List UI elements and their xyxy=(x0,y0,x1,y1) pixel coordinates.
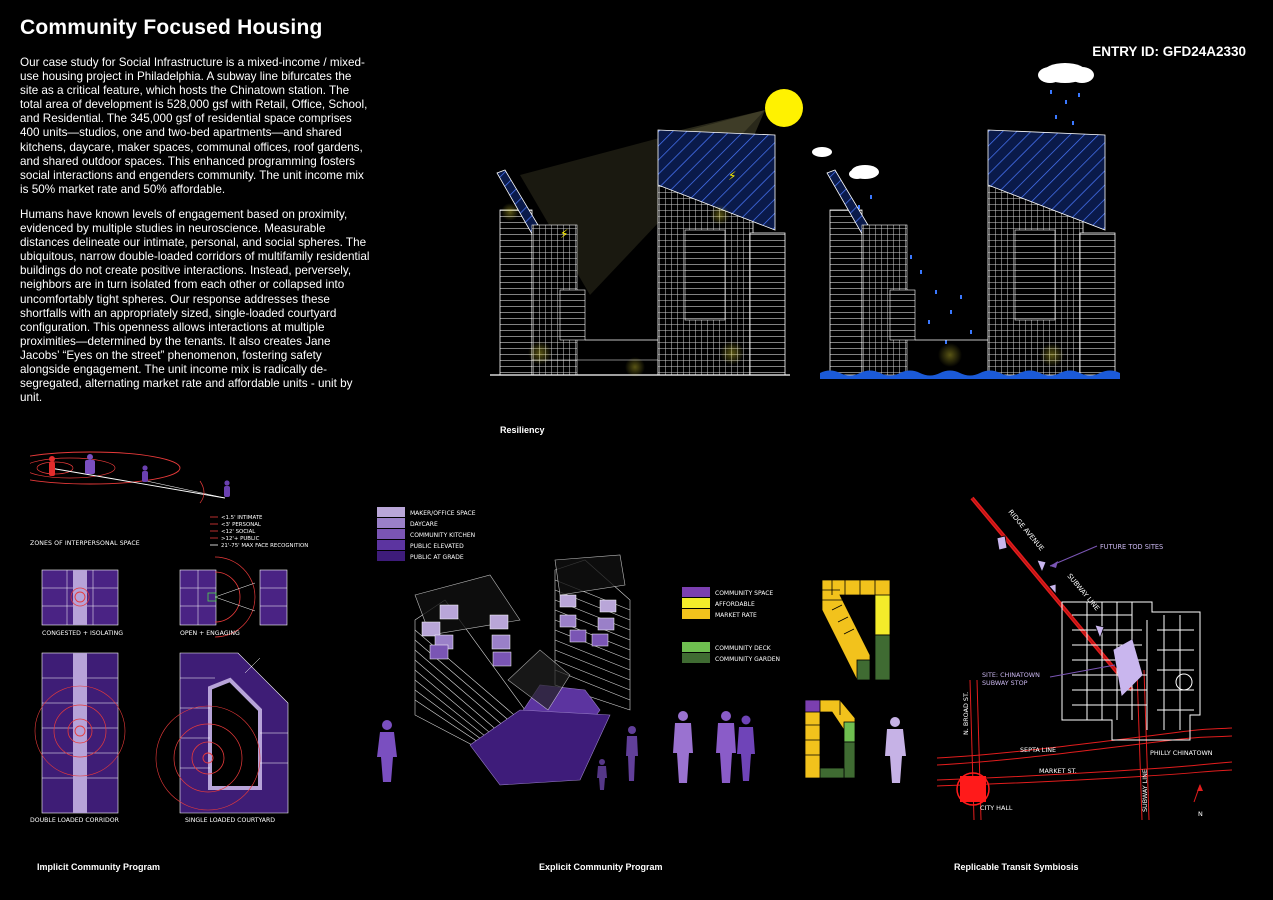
label-septa: SEPTA LINE xyxy=(1020,746,1057,754)
explicit-program-diagrams xyxy=(370,500,930,800)
axonometric-model xyxy=(415,555,630,785)
bolt-icon: ⚡ xyxy=(728,169,737,183)
zones-diagram xyxy=(30,452,230,503)
person-icon xyxy=(377,720,397,782)
person-icon xyxy=(885,717,906,783)
unit-legend-item: MARKET RATE xyxy=(715,612,757,619)
person-icon xyxy=(85,454,95,474)
unit-plan-lower xyxy=(805,700,855,778)
open-plan xyxy=(180,557,287,637)
unit-legend-item: COMMUNITY GARDEN xyxy=(715,656,780,663)
intro-paragraph-2: Humans have known levels of engagement based on proximity, evidenced by multiple studies in neuroscience. Measurable distances delineate our intimate, personal, and social spheres. The ubiquitous, narrow double-loaded corridors of multifamily residential buildings do not create positive interactions. Instead, perversely, neighbors are in turn isolated from each other or collapsed into uncomfortably tight spheres. Our response addresses these shortfalls with an appropriately sized, single-loaded courtyard configuration. This openness allows interactions at multiple proximities—determined by the tenants. It also creates Jane Jacobs’ “Eyes on the street” phenomenon, fostering safety alongside engagement. The unit income mix is radically de-segregated, alternating market rate and affordable units - unit by unit. xyxy=(20,208,370,405)
zones-legend-item: <1.5' INTIMATE xyxy=(221,515,263,521)
program-legend-item: PUBLIC ELEVATED xyxy=(410,543,464,550)
bolt-icon: ⚡ xyxy=(560,227,569,241)
zones-legend-item: <3' PERSONAL xyxy=(221,522,261,528)
person-icon xyxy=(626,726,638,781)
label-subway-vert: SUBWAY LINE xyxy=(1141,769,1149,812)
congested-plan xyxy=(42,570,118,625)
label-site: SITE: CHINATOWN SUBWAY STOP xyxy=(982,671,1040,687)
program-legend xyxy=(377,507,476,561)
zones-legend xyxy=(210,515,308,549)
label-future-tod: FUTURE TOD SITES xyxy=(1100,543,1164,551)
label-ridge-avenue: RIDGE AVENUE xyxy=(1006,508,1046,553)
label-double: DOUBLE LOADED CORRIDOR xyxy=(30,817,119,824)
unit-legend-item: COMMUNITY SPACE xyxy=(715,590,774,597)
person-icon xyxy=(673,711,693,783)
person-icon xyxy=(597,759,607,790)
caption-resiliency: Resiliency xyxy=(500,425,545,435)
program-legend-item: PUBLIC AT GRADE xyxy=(410,554,464,561)
cloud-icon xyxy=(812,147,832,157)
program-legend-item: COMMUNITY KITCHEN xyxy=(410,532,476,539)
label-congested: CONGESTED + ISOLATING xyxy=(42,630,124,637)
label-philly-chinatown: PHILLY CHINATOWN xyxy=(1150,749,1213,757)
single-loaded-plan xyxy=(156,653,288,813)
page-title: Community Focused Housing xyxy=(20,16,323,39)
sun-icon xyxy=(765,89,803,127)
unit-legend xyxy=(682,587,780,663)
label-subway-diag: SUBWAY LINE xyxy=(1065,572,1101,613)
zones-legend-item: 21'-75' MAX FACE RECOGNITION xyxy=(221,543,309,549)
label-broad-st: N. BROAD ST. xyxy=(962,691,970,735)
caption-transit: Replicable Transit Symbiosis xyxy=(954,862,1079,872)
sun-section xyxy=(490,89,803,377)
unit-plan-upper xyxy=(822,580,890,680)
label-north: N xyxy=(1198,810,1203,818)
program-legend-item: MAKER/OFFICE SPACE xyxy=(410,510,476,517)
cloud-icon xyxy=(1038,63,1094,83)
cloud-icon xyxy=(849,165,879,179)
intro-paragraph-1: Our case study for Social Infrastructure is a mixed-income / mixed-use housing project in Philadelphia. A subway line bifurcates the site as a critical feature, which hosts the Chinatown station. The total area of development is 528,000 gsf with Retail, Office, School, and Residential. The 345,000 gsf of residential space comprises 400 units—studios, one and two-bed apartments—and shared kitchens, daycare, maker spaces, communal offices, roof gardens, and shared outdoor spaces. This enhanced programming fosters social interactions and engenders community. The unit income mix is 50% market rate and 50% affordable. xyxy=(20,56,368,196)
label-city-hall: CITY HALL xyxy=(980,804,1013,812)
caption-implicit: Implicit Community Program xyxy=(37,862,161,872)
zones-legend-item: <12' SOCIAL xyxy=(221,529,256,535)
rain-section xyxy=(812,63,1120,379)
label-open: OPEN + ENGAGING xyxy=(180,630,240,637)
unit-legend-item: COMMUNITY DECK xyxy=(715,645,771,652)
city-hall-marker xyxy=(960,776,986,802)
person-icon xyxy=(716,711,736,783)
person-icon xyxy=(49,456,55,476)
program-legend-item: DAYCARE xyxy=(410,521,438,528)
future-tod-markers xyxy=(997,536,1104,638)
label-market: MARKET ST. xyxy=(1039,767,1077,775)
label-single: SINGLE LOADED COURTYARD xyxy=(185,817,276,824)
person-icon xyxy=(737,716,755,782)
resiliency-sections xyxy=(480,55,1140,385)
implicit-program-diagrams xyxy=(30,448,350,828)
zones-legend-item: >12'+ PUBLIC xyxy=(221,536,260,542)
flood-water xyxy=(820,371,1120,380)
unit-legend-item: AFFORDABLE xyxy=(715,601,755,608)
person-icon xyxy=(224,480,230,497)
transit-map xyxy=(932,490,1252,830)
double-loaded-plan xyxy=(35,653,125,813)
caption-explicit: Explicit Community Program xyxy=(539,862,663,872)
person-icon xyxy=(142,465,148,482)
zones-title: ZONES OF INTERPERSONAL SPACE xyxy=(30,540,140,547)
entry-id: ENTRY ID: GFD24A2330 xyxy=(1092,44,1246,59)
